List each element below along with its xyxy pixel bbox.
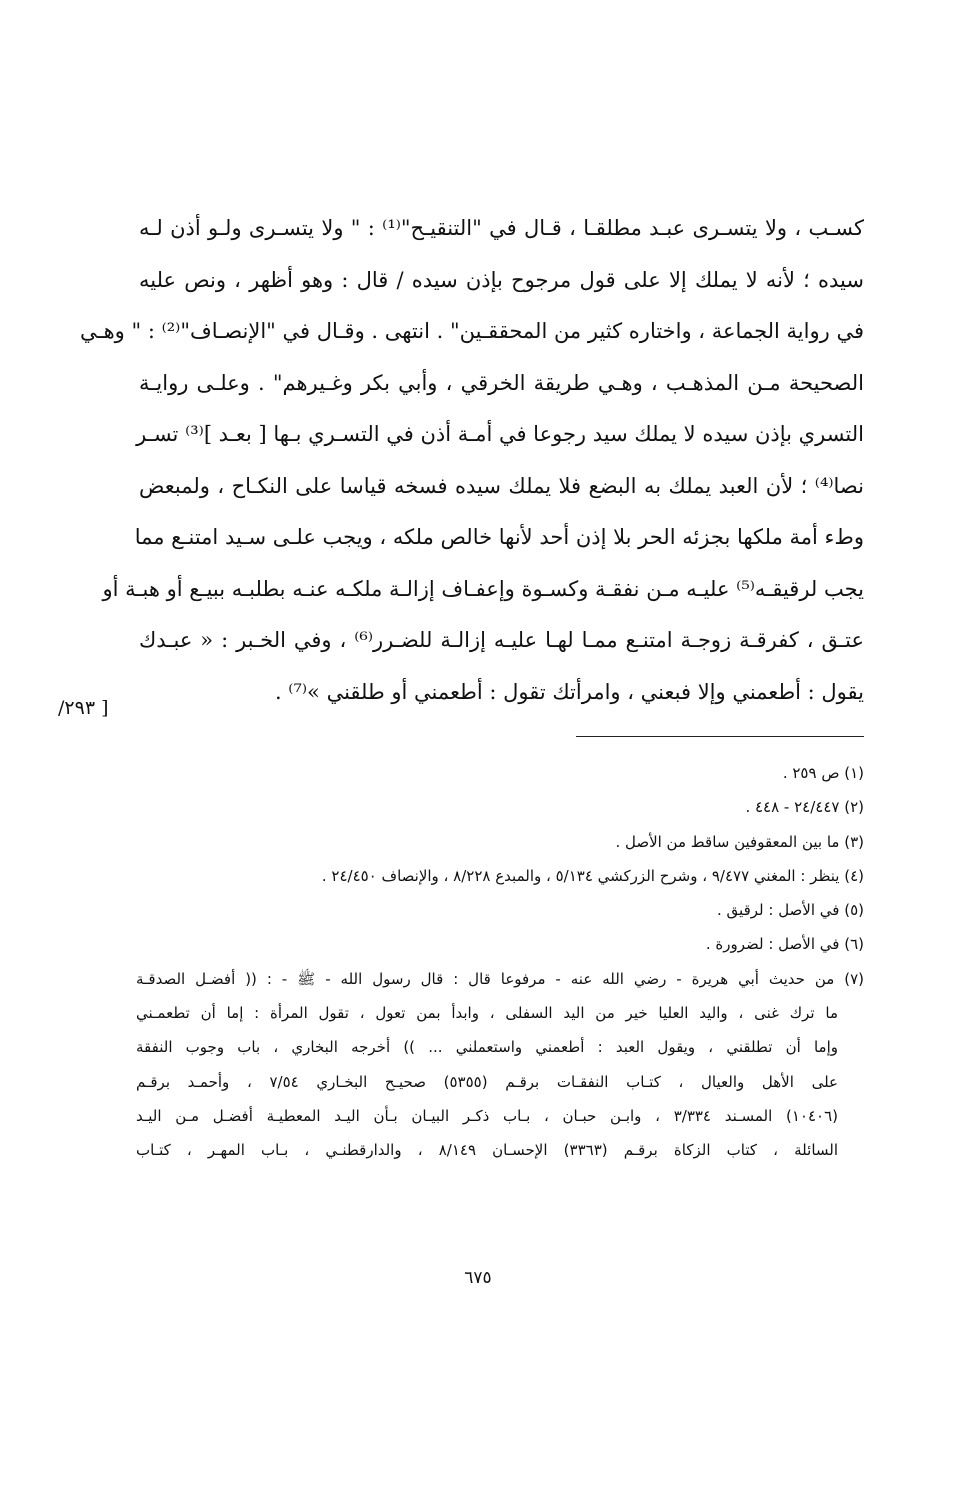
body-line-5: التسري بإذن سيده لا يملك سيد رجوعا في أمـة أذن في التسـري بـها [ بعـد ]⁽³⁾ تسـر [136, 422, 864, 446]
body-line-3: في رواية الجماعة ، واختاره كثير من المحققـين" . انتهى . وقـال في "الإنصـاف"⁽²⁾ : " وهـي [79, 319, 864, 343]
footnote-2: (٢) ٢٤/٤٤٧ - ٤٤٨ . [745, 798, 864, 817]
footnote-4: (٤) ينظر : المغني ٩/٤٧٧ ، وشرح الزركشي ٥/١٣٤ ، والمبدع ٨/٢٢٨ ، والإنصاف ٢٤/٤٥٠ . [321, 866, 864, 885]
footnote-3: (٣) ما بين المعقوفين ساقط من الأصل . [615, 832, 864, 851]
body-line-1: كسـب ، ولا يتسـرى عبـد مطلقـا ، قـال في "التنقيـح"⁽¹⁾ : " ولا يتسـرى ولـو أذن لـه [139, 216, 864, 240]
footnote-7: (٧) من حديث أبي هريرة - رضي الله عنه - مرفوعا قال : قال رسول الله - ﷺ - : (( أفضـل الصدقـة [136, 969, 864, 988]
body-line-7: وطء أمة ملكها بجزئه الحر بلا إذن أحد لأنها خالص ملكه ، ويجب علـى سـيد امتنـع مما [134, 525, 864, 549]
footnote-1: (١) ص ٢٥٩ . [782, 764, 864, 782]
body-line-4: الصحيحة مـن المذهـب ، وهـي طريقة الخرقي ، وأبي بكر وغـيرهم" . وعلـى روايـة [139, 370, 864, 395]
footnote-7-continuation: (١٠٤٠٦) المسـند ٣/٣٣٤ ، وابـن حبـان ، بـاب ذكـر البيـان بـأن اليـد المعطيـة أفضـل مـن اليـد [136, 1106, 838, 1125]
footnote-7-continuation: ما ترك غنى ، واليد العليا خير من اليد السفلى ، وابدأ بمن تعول ، تقول المرأة : إما أن تطعمـني [136, 1004, 838, 1023]
page-number: ٦٧٥ [464, 1268, 492, 1288]
footnote-6: (٦) في الأصل : لضرورة . [705, 935, 864, 954]
footnotes [136, 756, 864, 1168]
body-line-10: يقول : أطعمني وإلا فبعني ، وامرأتك تقول : أطعمني أو طلقني »⁽⁷⁾ . [274, 679, 864, 704]
footnote-7-continuation: على الأهل والعيال ، كتـاب النفقـات برقـم (٥٣٥٥) صحيـح البخـاري ٧/٥٤ ، وأحمـد برقـم [136, 1072, 838, 1091]
footnote-7-continuation: السائلة ، كتاب الزكاة برقـم (٣٣٦٣) الإحسـان ٨/١٤٩ ، والدارقطنـي ، بـاب المهـر ، كتـاب [136, 1141, 839, 1160]
footnote-7-continuation: وإما أن تطلقني ، ويقول العبد : أطعمني واستعملني ... )) أخرجه البخاري ، باب وجوب النفقة [136, 1038, 838, 1057]
footnote-separator [576, 736, 864, 737]
body-line-8: يجب لرقيقـه⁽⁵⁾ عليـه مـن نفقـة وكسـوة وإعفـاف إزالـة ملكـه عنـه بطلبـه ببيـع أو هبـة أو [102, 576, 864, 601]
body-line-2: سيده ؛ لأنه لا يملك إلا على قول مرجوح بإذن سيده / قال : وهو أظهر ، ونص عليه [139, 267, 864, 292]
manuscript-folio-marker: /٢٩٣ ] [58, 697, 109, 719]
footnote-5: (٥) في الأصل : لرقيق . [717, 901, 864, 920]
body-line-9: عتـق ، كفرقـة زوجـة امتنـع ممـا لهـا عليـه إزالـة للضـرر⁽⁶⁾ ، وفي الخـبر : « عبـدك [139, 628, 865, 652]
body-line-6: نصا⁽⁴⁾ ؛ لأن العبد يملك به البضع فلا يملك سيده فسخه قياسا على النكـاح ، ولمبعض [139, 473, 864, 498]
